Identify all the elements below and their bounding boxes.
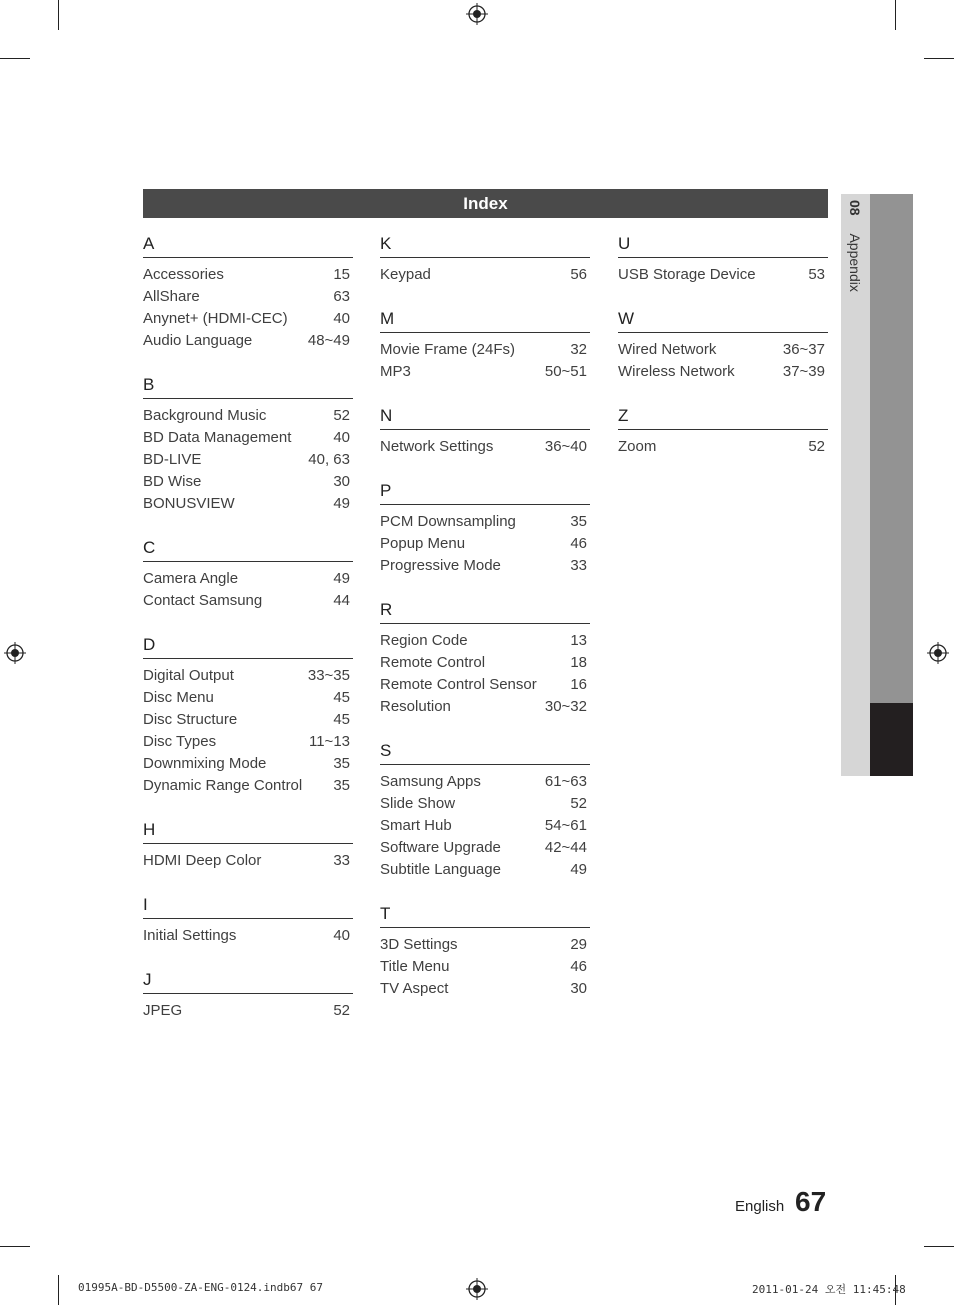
entry-page: 54~61 [544,817,587,834]
section-entries [143,399,353,515]
crop-mark [58,0,59,30]
index-section [618,402,828,458]
entry-page: 30 [570,980,587,997]
entry-page: 36~37 [782,341,825,358]
index-entry [143,925,353,947]
index-entry [143,775,353,797]
entry-page: 63 [333,288,350,305]
index-entry [380,533,590,555]
index-entry [143,665,353,687]
index-entry [143,709,353,731]
index-entry [380,436,590,458]
entry-page: 61~63 [544,773,587,790]
entry-page: 40, 63 [308,451,350,468]
entry-page: 35 [333,755,350,772]
footer-language: English [735,1198,785,1215]
section-letter: K [380,230,590,258]
entry-term: Wired Network [618,341,717,358]
index-section [143,966,353,1022]
index-entry [380,696,590,718]
section-letter: T [380,900,590,928]
section-entries [380,765,590,881]
entry-page: 52 [333,1002,350,1019]
entry-term: Zoom [618,438,657,455]
entry-term: Movie Frame (24Fs) [380,341,516,358]
index-entry [143,405,353,427]
index-entry [143,568,353,590]
entry-term: TV Aspect [380,980,449,997]
entry-term: Keypad [380,266,431,283]
entry-page: 40 [333,429,350,446]
entry-term: Samsung Apps [380,773,481,790]
registration-mark-icon [466,3,488,25]
index-section [380,737,590,881]
entry-term: Title Menu [380,958,450,975]
index-entry [380,361,590,383]
section-letter: S [380,737,590,765]
index-section [380,305,590,383]
index-section [380,230,590,286]
index-section [380,402,590,458]
section-letter: B [143,371,353,399]
section-entries [380,505,590,577]
section-entries [618,258,828,286]
entry-term: Remote Control Sensor [380,676,537,693]
entry-term: Initial Settings [143,927,237,944]
entry-term: Popup Menu [380,535,466,552]
entry-page: 30~32 [544,698,587,715]
section-letter: Z [618,402,828,430]
entry-term: Remote Control [380,654,486,671]
entry-page: 40 [333,310,350,327]
section-entries [618,430,828,458]
section-letter: U [618,230,828,258]
entry-page: 30 [333,473,350,490]
index-header [143,189,828,218]
section-letter: N [380,402,590,430]
section-entries [380,430,590,458]
section-letter: R [380,596,590,624]
section-letter: M [380,305,590,333]
entry-page: 49 [333,495,350,512]
index-entry [380,859,590,881]
entry-term: PCM Downsampling [380,513,516,530]
section-letter: P [380,477,590,505]
entry-term: Background Music [143,407,267,424]
crop-mark [0,1246,30,1247]
index-entry [143,1000,353,1022]
entry-page: 33 [333,852,350,869]
side-tab-gray-strip [870,194,913,703]
entry-page: 32 [570,341,587,358]
index-section [143,230,353,352]
entry-term: Resolution [380,698,451,715]
entry-term: Anynet+ (HDMI-CEC) [143,310,288,327]
entry-term: BONUSVIEW [143,495,235,512]
entry-term: 3D Settings [380,936,458,953]
section-entries [380,624,590,718]
section-entries [143,844,353,872]
entry-term: Disc Structure [143,711,238,728]
entry-term: JPEG [143,1002,183,1019]
entry-term: Subtitle Language [380,861,501,878]
chapter-label [847,200,863,292]
entry-page: 16 [570,676,587,693]
entry-term: Smart Hub [380,817,452,834]
entry-page: 46 [570,535,587,552]
index-entry [380,511,590,533]
section-letter: H [143,816,353,844]
entry-term: BD-LIVE [143,451,202,468]
entry-term: Region Code [380,632,468,649]
index-entry [143,308,353,330]
entry-term: Wireless Network [618,363,735,380]
entry-term: Disc Menu [143,689,214,706]
entry-page: 42~44 [544,839,587,856]
entry-term: Dynamic Range Control [143,777,303,794]
entry-term: BD Data Management [143,429,292,446]
entry-page: 46 [570,958,587,975]
index-entry [143,493,353,515]
index-entry [380,264,590,286]
entry-term: Contact Samsung [143,592,263,609]
section-entries [143,994,353,1022]
index-entry [380,555,590,577]
entry-term: Disc Types [143,733,217,750]
index-entry [380,652,590,674]
entry-term: Progressive Mode [380,557,501,574]
index-section [618,305,828,383]
page-title: Index [463,193,508,213]
section-entries [143,562,353,612]
entry-page: 29 [570,936,587,953]
entry-term: Digital Output [143,667,234,684]
index-entry [143,264,353,286]
index-entry [618,339,828,361]
entry-page: 45 [333,711,350,728]
entry-page: 53 [808,266,825,283]
index-section [143,371,353,515]
index-column-1 [143,230,353,1041]
registration-mark-icon [927,642,949,664]
entry-term: Network Settings [380,438,494,455]
index-section [143,631,353,797]
entry-term: Slide Show [380,795,456,812]
index-entry [143,850,353,872]
entry-page: 56 [570,266,587,283]
index-entry [143,427,353,449]
section-entries [380,928,590,1000]
index-entry [618,264,828,286]
entry-page: 33 [570,557,587,574]
index-entry [380,978,590,1000]
index-section [143,816,353,872]
index-entry [380,837,590,859]
index-entry [143,286,353,308]
section-letter: C [143,534,353,562]
index-section [380,900,590,1000]
entry-page: 52 [808,438,825,455]
index-entry [380,956,590,978]
index-entry [380,339,590,361]
entry-page: 45 [333,689,350,706]
section-letter: D [143,631,353,659]
section-entries [143,659,353,797]
print-slug-file: 01995A-BD-D5500-ZA-ENG-0124.indb67 67 [78,1281,324,1294]
entry-term: Software Upgrade [380,839,501,856]
index-entry [380,630,590,652]
index-entry [380,674,590,696]
crop-mark [0,58,30,59]
index-entry [143,449,353,471]
index-entry [143,731,353,753]
index-entry [143,590,353,612]
index-entry [380,793,590,815]
entry-term: Camera Angle [143,570,239,587]
index-entry [380,815,590,837]
entry-page: 40 [333,927,350,944]
index-section [380,477,590,577]
index-entry [143,753,353,775]
chapter-side-tab [841,194,913,776]
entry-term: MP3 [380,363,411,380]
entry-page: 44 [333,592,350,609]
registration-mark-icon [466,1278,488,1300]
index-column-2 [380,230,590,1019]
index-section [618,230,828,286]
section-entries [380,258,590,286]
section-letter: J [143,966,353,994]
entry-page: 33~35 [307,667,350,684]
crop-mark [58,1275,59,1305]
index-entry [380,771,590,793]
entry-page: 18 [570,654,587,671]
section-entries [143,258,353,352]
entry-term: USB Storage Device [618,266,756,283]
index-entry [380,934,590,956]
section-letter: I [143,891,353,919]
entry-page: 11~13 [308,733,350,750]
print-slug-date: 2011-01-24 오전 11:45:48 [752,1283,906,1296]
entry-term: Accessories [143,266,224,283]
index-entry [618,436,828,458]
entry-page: 49 [570,861,587,878]
entry-page: 49 [333,570,350,587]
entry-term: BD Wise [143,473,202,490]
index-section [380,596,590,718]
index-section [143,534,353,612]
section-entries [143,919,353,947]
index-entry [618,361,828,383]
entry-term: Downmixing Mode [143,755,267,772]
crop-mark [924,1246,954,1247]
side-tab-dark-block [870,703,913,776]
index-entry [143,471,353,493]
entry-page: 52 [333,407,350,424]
entry-page: 52 [570,795,587,812]
entry-term: AllShare [143,288,200,305]
index-entry [143,330,353,352]
entry-page: 35 [333,777,350,794]
section-entries [618,333,828,383]
chapter-number: 08 [847,200,863,216]
crop-mark [895,0,896,30]
registration-mark-icon [4,642,26,664]
entry-page: 48~49 [307,332,350,349]
index-entry [143,687,353,709]
entry-term: HDMI Deep Color [143,852,262,869]
index-section [143,891,353,947]
index-column-3 [618,230,828,477]
entry-page: 36~40 [544,438,587,455]
section-letter: A [143,230,353,258]
entry-term: Audio Language [143,332,253,349]
entry-page: 37~39 [782,363,825,380]
crop-mark [924,58,954,59]
section-entries [380,333,590,383]
entry-page: 35 [570,513,587,530]
entry-page: 13 [570,632,587,649]
section-letter: W [618,305,828,333]
footer-page-number: 67 [795,1186,827,1217]
entry-page: 50~51 [544,363,587,380]
chapter-name: Appendix [847,233,863,292]
entry-page: 15 [333,266,350,283]
